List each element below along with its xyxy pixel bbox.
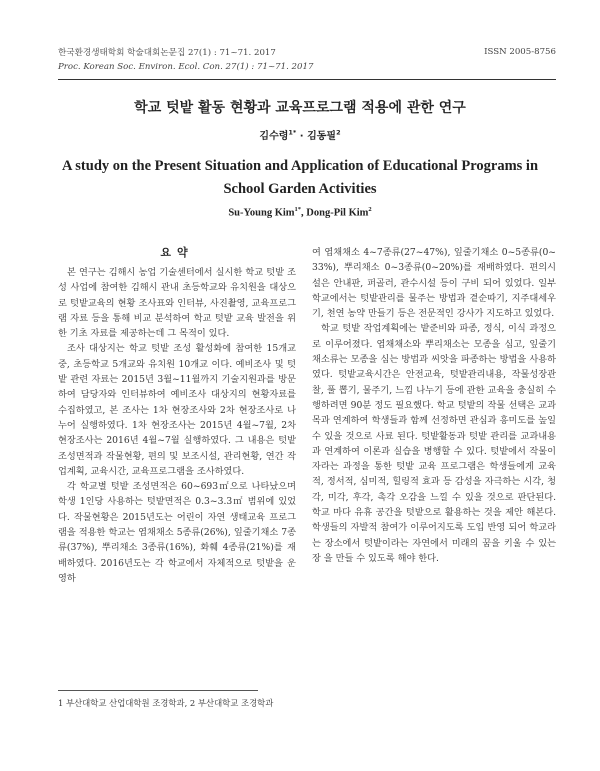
journal-citation-ko: 한국환경생태학회 학술대회논문집 27(1) : 71~71. 2017 bbox=[58, 48, 276, 58]
abstract-left-column bbox=[58, 265, 296, 586]
journal-citation-en: Proc. Korean Soc. Environ. Ecol. Con. 27(1) : 71~71. 2017 bbox=[58, 62, 314, 72]
abstract-paragraph: 여 엽채채소 4~7종류(27~47%), 잎줄기채소 0~5종류(0~33%), 뿌리채소 0~3종류(0~20%)를 재배하였다. 편의시설은 안내판, 퍼골러, 관수시설 등이 구비 되어 있었다. 일부학교에서는 텃밭관리를 물주는 방법과 곁순따기, 지주대세우기, 천연 농약 만들기 등은 전문적인 강사가 지도하고 있었다. bbox=[312, 247, 556, 320]
author-1-affiliation: 1* bbox=[288, 128, 297, 137]
author-1-name-en: Su-Young Kim bbox=[228, 207, 295, 219]
author-2-name-en: Dong-Pil Kim bbox=[306, 207, 369, 219]
author-1-affiliation-en: 1* bbox=[294, 206, 302, 213]
author-separator-en: , bbox=[301, 207, 307, 219]
abstract-heading: 요약 bbox=[160, 246, 194, 259]
abstract-paragraph: 각 학교별 텃밭 조성면적은 60~693㎡으로 나타났으며 학생 1인당 사용하는 텃밭면적은 0.3~3.3㎡ 범위에 있었다. 작물현황은 2015년도는 어린이 자연 생태교육 프로그램을 적용한 학교는 엽채채소 5종류(26%), 잎줄기채소 7종류(37%), 뿌리채소 3종류(16%), 화훼 4종류(21%)를 재배하였다. 2016년도는 각 학교에서 자체적으로 텃밭을 운영하 bbox=[58, 481, 296, 584]
author-2-affiliation-en: 2 bbox=[368, 206, 372, 213]
author-separator: · bbox=[296, 131, 308, 142]
author-2-affiliation: 2 bbox=[336, 128, 341, 137]
authors-english bbox=[0, 206, 600, 219]
footnote-rule bbox=[58, 690, 258, 691]
header-rule bbox=[58, 79, 556, 80]
paper-title-english: A study on the Present Situation and Application of Educational Programs in School Garden Activities bbox=[61, 158, 539, 197]
authors-korean bbox=[0, 127, 600, 142]
issn: ISSN 2005-8756 bbox=[484, 47, 556, 57]
affiliation-footnote: 1 부산대학교 산업대학원 조경학과, 2 부산대학교 조경학과 bbox=[58, 698, 274, 708]
author-1-name: 김수령 bbox=[259, 131, 289, 142]
paper-title-korean: 학교 텃밭 활동 현황과 교육프로그램 적용에 관한 연구 bbox=[134, 100, 466, 116]
author-2-name: 김동필 bbox=[307, 131, 337, 142]
abstract-right-column bbox=[312, 245, 556, 566]
abstract-paragraph: 본 연구는 김해시 농업 기술센터에서 실시한 학교 텃밭 조성 사업에 참여한 김해시 관내 초등학교와 유치원을 대상으로 텃밭교육의 현황 조사표와 인터뷰, 사진촬영, 교육프로그램 자료 등을 통해 비교 분석하여 학교 텃밭 교육 발전을 위한 기초 자료를 제공하는데 그 목적이 있다. bbox=[58, 267, 296, 340]
abstract-paragraph: 조사 대상지는 학교 텃밭 조성 활성화에 참여한 15개교 중, 초등학교 5개교와 유치원 10개교 이다. 예비조사 및 텃밭 관련 자료는 2015년 3월~11월까지 기술지원과를 방문하여 담당자와 인터뷰하여 예비조사 대상지의 현황자료를 수집하였고, 본 조사는 1차 현장조사와 2차 현장조사로 나누어 실행하였다. 1차 현장조사는 2015년 4월~7월, 2차 현장조사는 2016년 4월~7월 실행하였다. 그 내용은 텃밭 조성면적과 작물현황, 편의 및 보조시설, 관리현황, 연간 작업계획, 교육시간, 교육프로그램을 조사하였다. bbox=[58, 343, 296, 477]
abstract-paragraph: 학교 텃밭 작업계획에는 밭준비와 파종, 정식, 이식 과정으로 이루어졌다. 엽채채소와 뿌리채소는 모종을 심고, 잎줄기 채소류는 모종을 심는 방법과 씨앗을 파종하는 방법을 사용하였다. 텃밭교육시간은 안전교육, 텃밭관리내용, 작물성장관찰, 풀 뽑기, 물주기, 느낌 나누기 등에 관한 교육을 충실히 수행하려면 90분 정도 필요했다. 학교 텃밭의 작물 선택은 교과목과 연계하여 학생들과 함께 선정하면 관심과 흥미도를 높일 수 있을 것으로 사료 된다. 텃밭활동과 텃밭 관리를 교과내용과 연계하여 이론과 실습을 병행할 수 있다. 텃밭에서 작물이 자라는 과정을 통한 텃밭 교육 프로그램은 학생들에게 교육적, 정서적, 심미적, 힐링적 효과 등 감성을 자극하는 시각, 청각, 미각, 후각, 촉각 오감을 느낄 수 있을 것으로 판단된다. 학교 마다 유휴 공간을 텃밭으로 활용하는 것을 제안 해본다. 학생들의 자발적 참여가 이루어지도록 도입 반영 되어 학교라는 장소에서 텃밭이라는 자연에서 미래의 꿈을 키울 수 있는 장 을 만들 수 있도록 해야 한다. bbox=[312, 323, 556, 564]
